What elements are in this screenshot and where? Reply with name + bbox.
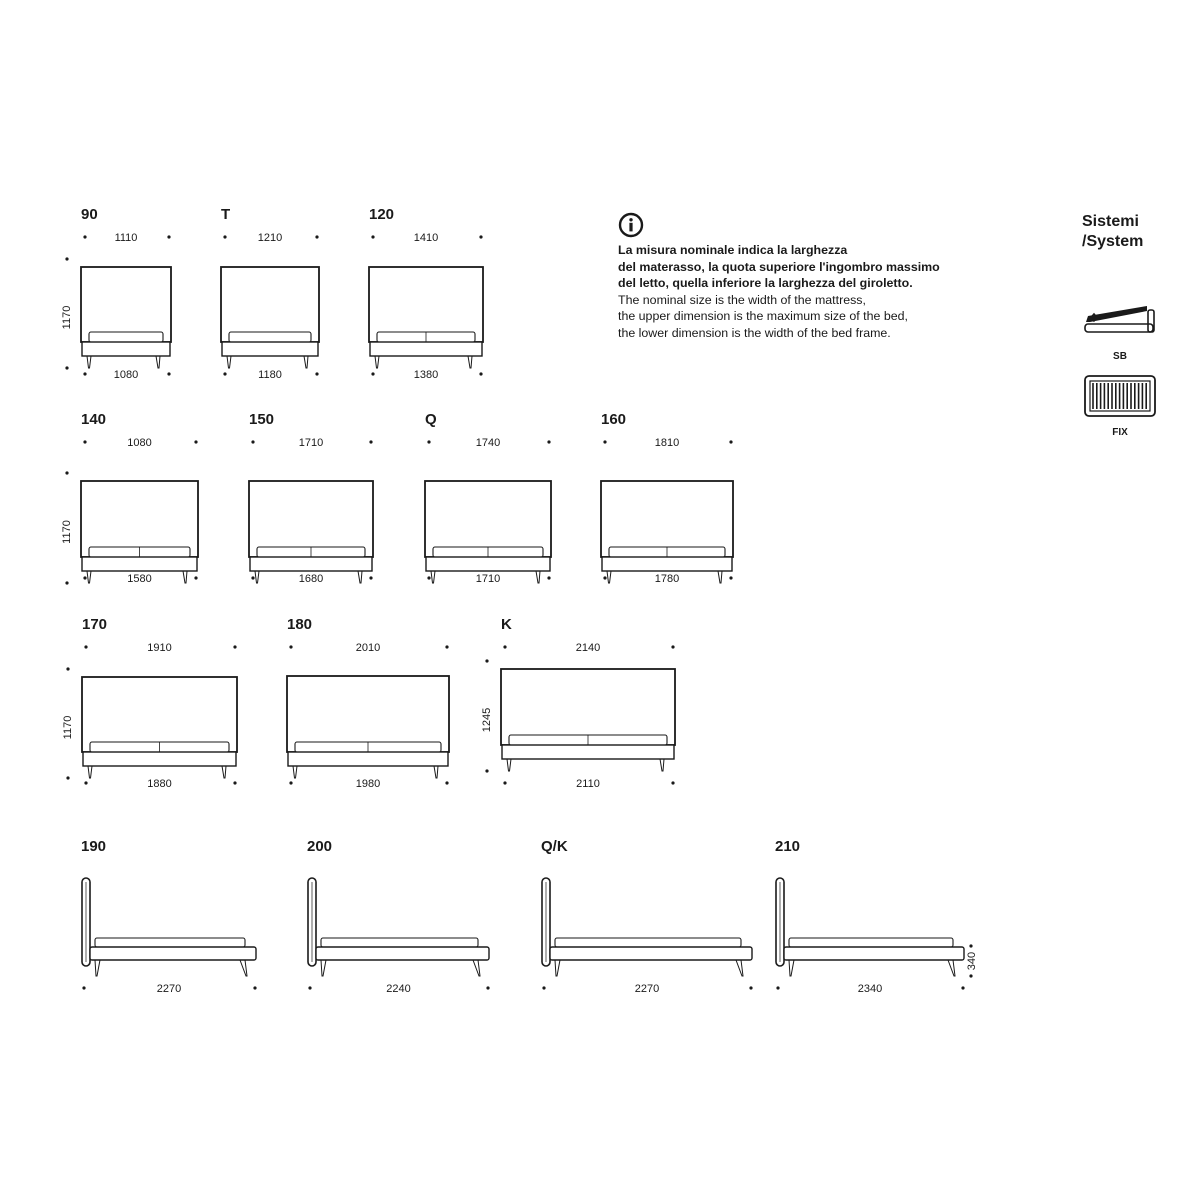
top-dimension: 2140 — [575, 642, 601, 654]
leg-left — [431, 571, 435, 583]
systems-title — [1082, 212, 1182, 252]
top-dimension: 2010 — [355, 642, 381, 654]
top-dimension: 1210 — [257, 232, 283, 244]
side-view-210 — [775, 838, 978, 995]
dimension-dot — [84, 781, 87, 784]
dimension-dot — [547, 576, 550, 579]
dimension-dot — [671, 781, 674, 784]
dimension-dot — [83, 235, 86, 238]
dimension-dot — [445, 781, 448, 784]
bed-frame — [250, 557, 372, 571]
systems-title-line-1: Sistemi — [1082, 213, 1139, 230]
front-view-180 — [287, 616, 449, 790]
size-label: 90 — [81, 206, 98, 223]
size-label: 150 — [249, 411, 275, 428]
bottom-dimension: 1980 — [355, 778, 381, 790]
front-view-k — [481, 616, 675, 790]
mattress-side — [789, 938, 953, 947]
leg-front — [240, 960, 247, 976]
front-view-120 — [369, 206, 483, 381]
dimension-dot — [167, 235, 170, 238]
dimension-dot — [969, 944, 972, 947]
info-text-it-3: del letto, quella inferiore la larghezza del giroletto. — [618, 276, 913, 290]
headboard — [425, 481, 551, 557]
dimension-dot — [308, 986, 311, 989]
bottom-dimension: 1380 — [413, 369, 439, 381]
leg-left — [293, 766, 297, 778]
side-view-q-k — [541, 838, 753, 995]
leg-right — [434, 766, 438, 778]
height-dimension: 1245 — [481, 707, 493, 733]
top-dimension: 1740 — [475, 437, 501, 449]
systems-title-line-2: /System — [1082, 233, 1144, 250]
dimension-dot — [233, 645, 236, 648]
size-label: 180 — [287, 616, 313, 633]
system-fix — [1082, 374, 1158, 438]
bottom-dimension: 1080 — [113, 369, 139, 381]
dimension-dot — [961, 986, 964, 989]
bed-frame-side — [316, 947, 489, 960]
dimension-dot — [503, 645, 506, 648]
dimension-dot — [369, 440, 372, 443]
leg-right — [718, 571, 722, 583]
dimension-dot — [371, 372, 374, 375]
headboard — [81, 267, 171, 342]
leg-right — [358, 571, 362, 583]
dimension-dot — [603, 576, 606, 579]
dimension-dot — [315, 372, 318, 375]
info-text-it-1: La misura nominale indica la larghezza — [618, 243, 848, 257]
dimension-dot — [729, 576, 732, 579]
bed-frame-side — [784, 947, 964, 960]
leg-right — [183, 571, 187, 583]
headboard — [287, 676, 449, 752]
info-text-en-1: The nominal size is the width of the mattress, — [618, 292, 866, 307]
info-text-en-2: the upper dimension is the maximum size of the bed, — [618, 309, 908, 323]
leg-right — [156, 356, 160, 368]
bed-frame — [602, 557, 732, 571]
dimension-dot — [479, 235, 482, 238]
side-view-200 — [307, 838, 490, 995]
front-view-140 — [61, 411, 198, 585]
front-view-90 — [61, 206, 171, 381]
dimension-dot — [485, 769, 488, 772]
dimension-dot — [66, 776, 69, 779]
top-dimension: 1410 — [413, 232, 439, 244]
dimension-dot — [65, 257, 68, 260]
leg-right — [222, 766, 226, 778]
dimension-dot — [65, 581, 68, 584]
dimension-dot — [542, 986, 545, 989]
leg-left — [507, 759, 511, 771]
leg-back — [95, 960, 100, 976]
dimension-dot — [289, 645, 292, 648]
height-dimension: 1170 — [61, 305, 73, 330]
leg-right — [536, 571, 540, 583]
dimension-dot — [671, 645, 674, 648]
info-icon — [618, 212, 644, 238]
height-dimension: 1170 — [62, 715, 74, 740]
dimension-dot — [427, 576, 430, 579]
dimension-dot — [479, 372, 482, 375]
system-sb — [1082, 302, 1158, 362]
mattress — [89, 332, 163, 342]
mattress — [229, 332, 311, 342]
front-view-q — [425, 411, 551, 585]
storage-bed-icon — [1082, 302, 1158, 346]
dimension-dot — [749, 986, 752, 989]
length-dimension: 2270 — [156, 983, 182, 995]
dimension-dot — [969, 974, 972, 977]
dimension-dot — [427, 440, 430, 443]
dimension-dot — [315, 235, 318, 238]
leg-right — [660, 759, 664, 771]
info-note — [618, 212, 978, 341]
size-label: T — [221, 206, 231, 223]
leg-left — [87, 571, 91, 583]
info-text-it-2: del materasso, la quota superiore l'ingombro massimo — [618, 259, 940, 274]
bed-frame-side — [550, 947, 752, 960]
dimension-dot — [82, 986, 85, 989]
leg-left — [375, 356, 379, 368]
size-label: 170 — [82, 616, 108, 633]
systems-panel — [1082, 212, 1182, 438]
front-view-150 — [249, 411, 373, 585]
dimension-dot — [167, 372, 170, 375]
headboard — [82, 677, 237, 752]
bottom-dimension: 2110 — [576, 778, 600, 790]
side-view-190 — [81, 838, 257, 995]
dimension-dot — [503, 781, 506, 784]
headboard — [601, 481, 733, 557]
size-label: Q — [425, 411, 437, 428]
dimension-dot — [65, 471, 68, 474]
leg-back — [555, 960, 560, 976]
leg-left — [607, 571, 611, 583]
dimension-dot — [289, 781, 292, 784]
size-label: 120 — [369, 206, 395, 223]
bottom-dimension: 1880 — [147, 778, 172, 790]
leg-right — [304, 356, 308, 368]
headboard — [221, 267, 319, 342]
size-label: Q/K — [541, 838, 568, 855]
leg-right — [468, 356, 472, 368]
dimension-dot — [83, 372, 86, 375]
leg-left — [88, 766, 92, 778]
mattress-side — [321, 938, 478, 947]
bed-frame — [222, 342, 318, 356]
dimension-dot — [233, 781, 236, 784]
dimension-dot — [253, 986, 256, 989]
leg-front — [473, 960, 480, 976]
side-views — [81, 838, 978, 995]
front-view-160 — [601, 411, 733, 585]
leg-back — [789, 960, 794, 976]
length-dimension: 2340 — [857, 983, 883, 995]
leg-left — [87, 356, 91, 368]
bed-frame — [370, 342, 482, 356]
dimension-dot — [603, 440, 606, 443]
top-dimension: 1080 — [127, 437, 152, 449]
leg-back — [321, 960, 326, 976]
bed-frame — [82, 342, 170, 356]
dimension-dot — [729, 440, 732, 443]
front-view-170 — [62, 616, 237, 790]
leg-left — [255, 571, 259, 583]
dimension-dot — [371, 235, 374, 238]
leg-left — [227, 356, 231, 368]
dimension-dot — [369, 576, 372, 579]
dimension-dot — [83, 440, 86, 443]
dimension-dot — [223, 372, 226, 375]
mattress-side — [95, 938, 245, 947]
bottom-dimension: 1580 — [127, 573, 152, 585]
bed-frame-side — [90, 947, 256, 960]
top-dimension: 1710 — [298, 437, 324, 449]
size-label: 190 — [81, 838, 107, 855]
dimension-dot — [66, 667, 69, 670]
dimension-dot — [486, 986, 489, 989]
length-dimension: 2270 — [634, 983, 660, 995]
bottom-dimension: 1180 — [258, 369, 282, 381]
headboard — [369, 267, 483, 342]
dimension-dot — [194, 576, 197, 579]
size-label: 200 — [307, 838, 333, 855]
size-label: 160 — [601, 411, 627, 428]
height-dimension: 1170 — [61, 520, 73, 544]
headboard — [501, 669, 675, 745]
dimension-dot — [251, 576, 254, 579]
top-dimension: 1110 — [114, 232, 138, 244]
dimension-dot — [84, 645, 87, 648]
dimension-dot — [251, 440, 254, 443]
top-dimension: 1910 — [147, 642, 172, 654]
dimension-dot — [776, 986, 779, 989]
height-dimension: 340 — [966, 951, 978, 971]
info-text-en-3: the lower dimension is the width of the bed frame. — [618, 325, 891, 340]
bottom-dimension: 1780 — [654, 573, 680, 585]
bed-frame — [502, 745, 674, 759]
front-view-t — [221, 206, 319, 381]
top-dimension: 1810 — [654, 437, 680, 449]
size-label: K — [501, 616, 512, 633]
bed-frame — [426, 557, 550, 571]
system-fix-label: FIX — [1112, 427, 1128, 438]
dimension-dot — [65, 366, 68, 369]
bed-frame — [83, 752, 236, 766]
bed-frame — [288, 752, 448, 766]
mattress-side — [555, 938, 741, 947]
bottom-dimension: 1680 — [298, 573, 324, 585]
dimension-dot — [223, 235, 226, 238]
dimension-dot — [485, 659, 488, 662]
dimension-dot — [194, 440, 197, 443]
fixed-slats-icon — [1082, 374, 1158, 422]
dimension-dot — [547, 440, 550, 443]
headboard — [249, 481, 373, 557]
leg-front — [736, 960, 743, 976]
leg-front — [948, 960, 955, 976]
bed-frame — [82, 557, 197, 571]
length-dimension: 2240 — [386, 983, 411, 995]
size-label: 210 — [775, 838, 801, 855]
size-label: 140 — [81, 411, 107, 428]
dimension-dot — [445, 645, 448, 648]
headboard — [81, 481, 198, 557]
dimension-dot — [83, 576, 86, 579]
system-sb-label: SB — [1113, 351, 1127, 362]
bottom-dimension: 1710 — [475, 573, 501, 585]
